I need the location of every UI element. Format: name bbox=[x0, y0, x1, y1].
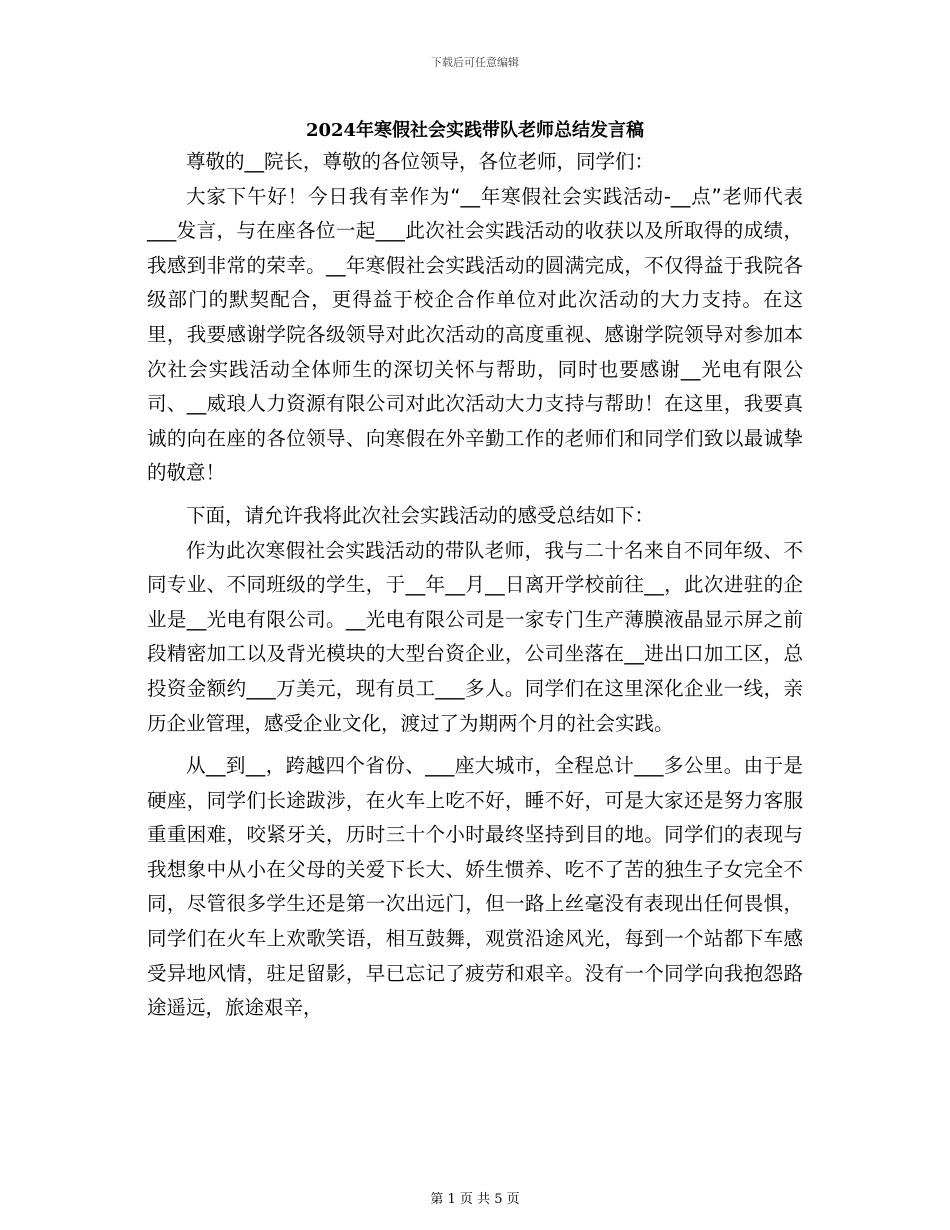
paragraph: 下面，请允许我将此次社会实践活动的感受总结如下： bbox=[186, 503, 655, 527]
page-header: 下载后可任意编辑 bbox=[431, 56, 519, 69]
paragraph: 从__到__，跨越四个省份、___座大城市，全程总计___多公里。由于是硬座，同学们长途跋涉，在火车上吃不好，睡不好，可是大家还是努力客服重重困难，咬紧牙关，历时三十个小时最终坚持到目的地。同学们的表现与我想象中从小在父母的关爱下长大、娇生惯养、吃不了苦的独生子女完全不同，尽管很多学生还是第一次出远门，但一路上丝毫没有表现出任何畏惧，同学们在火车上欢歌笑语，相互鼓舞，观赏沿途风光，每到一个站都下车感受异地风情，驻足留影，早已忘记了疲劳和艰辛。没有一个同学向我抱怨路途遥远，旅途艰辛， bbox=[147, 754, 803, 1020]
paragraph: 作为此次寒假社会实践活动的带队老师，我与二十名来自不同年级、不同专业、不同班级的学生，于__年__月__日离开学校前往__，此次进驻的企业是__光电有限公司。__光电有限公司是一家专门生产薄膜液晶显示屏之前段精密加工以及背光模块的大型台资企业，公司坐落在__进出口加工区，总投资金额约___万美元，现有员工___多人。同学们在这里深化企业一线，亲历企业管理，感受企业文化，渡过了为期两个月的社会实践。 bbox=[147, 538, 803, 735]
page-footer: 第 1 页 共 5 页 bbox=[430, 1192, 520, 1207]
document-title: 2024年寒假社会实践带队老师总结发言稿 bbox=[305, 120, 645, 141]
paragraph-salutation: 尊敬的__院长，尊敬的各位领导，各位老师，同学们： bbox=[186, 150, 655, 173]
document-body bbox=[147, 145, 803, 1026]
paragraph: 大家下午好！今日我有幸作为“__年寒假社会实践活动-__点”老师代表___发言，与在座各位一起___此次社会实践活动的收获以及所取得的成绩，我感到非常的荣幸。__年寒假社会实践活动的圆满完成，不仅得益于我院各级部门的默契配合，更得益于校企合作单位对此次活动的大力支持。在这里，我要感谢学院各级领导对此次活动的高度重视、感谢学院领导对参加本次社会实践活动全体师生的深切关怀与帮助，同时也要感谢__光电有限公司、__威琅人力资源有限公司对此次活动大力支持与帮助！在这里，我要真诚的向在座的各位领导、向寒假在外辛勤工作的老师们和同学们致以最诚挚的敬意！ bbox=[147, 184, 803, 485]
